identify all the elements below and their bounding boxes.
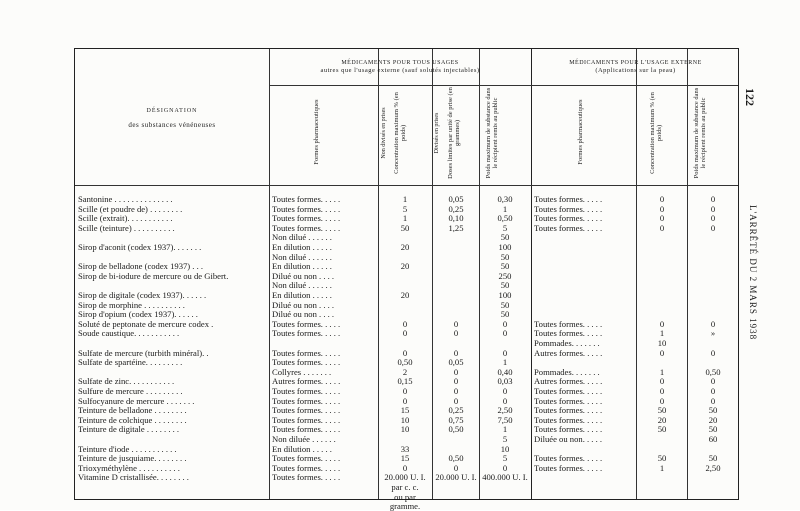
cell-poids: 5 [502,223,508,233]
cell-forme: Toutes formes. . . . . [272,195,341,204]
cell-poids2: 0,50 [705,367,721,377]
cell-poids: 0 [502,396,508,406]
cell-conc: 15 [400,454,410,464]
cell-name: Teinture de belladone . . . . . . . . [78,406,187,416]
cell-poids: 50 [500,300,510,310]
cell-poids: 0,40 [497,367,513,377]
cell-name: Scille (extrait). . . . . . . . . . . [78,214,173,224]
cell-forme2: Toutes formes. . . . . [534,223,603,233]
cell-poids2: 50 [708,454,718,464]
cell-poids2: 50 [708,425,718,435]
cell-name: Soude caustique. . . . . . . . . . . [78,329,180,339]
cell-conc: 0,15 [397,377,413,387]
cell-name: Sulfate de zinc. . . . . . . . . . . [78,377,175,387]
cell-poids2: 2,50 [705,463,721,473]
cell-poids: 0 [502,319,508,329]
cell-forme2: Toutes formes. . . . . [534,415,603,425]
col-header-poids2: Poids maximum de substance dans le récipient remis au public [693,87,707,179]
cell-conc2: 0 [659,319,665,329]
cell-name: Sirop d'opium (codex 1937). . . . . . [78,310,198,320]
cell-conc: gramme. [389,502,421,511]
cell-forme2: Toutes formes. . . . . [534,463,603,473]
cell-dose: 0 [453,377,459,387]
cell-forme2: Toutes formes. . . . . [534,204,603,214]
cell-forme: Collyres . . . . . . . [272,367,332,377]
cell-forme2: Toutes formes. . . . . [534,329,603,339]
cell-conc: 0 [402,396,408,406]
cell-poids: 50 [500,310,510,320]
cell-conc: 0 [402,329,408,339]
cell-forme2: Autres formes. . . . . [534,348,603,358]
col-header-doses: Doses limites par unité de prise (en grammes) [447,87,461,179]
cell-dose: 0,05 [448,195,464,204]
cell-name: Teinture de jusquiame. . . . . . . . [78,454,187,464]
cell-dose: 0,75 [448,415,464,425]
cell-dose: 0,25 [448,406,464,416]
cell-dose: 0 [453,319,459,329]
cell-forme2: Toutes formes. . . . . [534,387,603,396]
cell-forme2: Toutes formes. . . . . [534,454,603,464]
cell-poids: 0 [502,463,508,473]
cell-forme: Toutes formes. . . . . [272,454,341,464]
cell-poids: 0,03 [497,377,513,387]
cell-poids: 0 [502,387,508,396]
cell-conc2: 0 [659,377,665,387]
cell-conc: 20.000 U. I. [384,473,426,483]
cell-name: Sirop de belladone (codex 1937) . . . [78,262,204,272]
group1-header: MÉDICAMENTS POUR TOUS USAGES autres que l'usage externe (sauf solutés injectables) [320,60,480,74]
cell-dose: 0 [453,387,459,396]
cell-conc2: 0 [659,195,665,204]
cell-name: Sulfure de mercure . . . . . . . . . [78,387,183,396]
cell-forme: Dilué ou non . . . . [272,271,335,281]
cell-conc: 1 [402,214,408,224]
cell-forme: Dilué ou non . . . . [272,300,335,310]
cell-forme2: Toutes formes. . . . . [534,319,603,329]
cell-conc: 10 [400,425,410,435]
cell-dose: 0 [453,329,459,339]
cell-conc2: 0 [659,348,665,358]
cell-poids: 0,30 [497,195,513,204]
cell-name: Sirop de digitale (codex 1937). . . . . . [78,291,207,300]
cell-poids: 0 [502,329,508,339]
cell-conc: 0 [402,348,408,358]
cell-conc: 15 [400,406,410,416]
col-header-divises: Divisés en prises [434,112,440,154]
cell-forme: Non dilué . . . . . . [272,252,332,262]
col-header-formes: Formes pharmaceutiques [313,99,320,165]
cell-poids2: 0 [710,195,716,204]
cell-poids: 100 [498,243,512,252]
cell-poids2: 0 [710,204,716,214]
cell-conc2: 10 [657,339,667,348]
cell-forme: Toutes formes. . . . . [272,425,341,435]
cell-conc2: 50 [657,425,667,435]
cell-conc: 50 [400,223,410,233]
col-header-poids: Poids maximum de substance dans le récipient remis au public [485,87,499,179]
cell-name: Sirop de bi-iodure de mercure ou de Gibert. [78,271,229,281]
cell-conc: 0 [402,319,408,329]
cell-conc: 20 [400,291,410,300]
cell-forme: Toutes formes. . . . . [272,223,341,233]
cell-poids: 1 [502,425,508,435]
cell-poids2: » [710,329,716,339]
cell-name: Sulfate de mercure (turbith minéral). . [78,348,209,358]
cell-forme: Toutes formes. . . . . [272,415,341,425]
cell-forme2: Toutes formes. . . . . [534,406,603,416]
designation-header: DÉSIGNATION des substances vénéneuses [128,108,216,129]
running-head: L'ARRÊTÉ DU 2 MARS 1938 [748,205,758,341]
cell-conc2: 0 [659,204,665,214]
cell-forme: En dilution . . . . . [272,291,332,300]
cell-dose: 0,25 [448,204,464,214]
cell-poids: 50 [500,252,510,262]
col-header-formes2: Formes pharmaceutiques [577,99,584,165]
cell-conc: ou par [394,492,416,502]
cell-poids2: 0 [710,214,716,224]
cell-forme: Dilué ou non . . . . [272,310,335,320]
cell-conc2: 50 [657,406,667,416]
cell-forme: Toutes formes. . . . . [272,319,341,329]
cell-conc: 5 [402,204,408,214]
cell-conc: par c. c. [391,483,419,492]
cell-conc2: 1 [659,329,665,339]
cell-conc: 20 [400,243,410,252]
cell-forme: Non dilué . . . . . . [272,281,332,291]
col-header-non-divises: Non divisés en prises [381,107,387,159]
cell-poids2: 0 [710,319,716,329]
cell-name: Vitamine D cristallisée. . . . . . . . [78,473,189,483]
cell-dose: 0 [453,348,459,358]
cell-poids2: 0 [710,377,716,387]
cell-dose: 0 [453,463,459,473]
cell-poids: 0 [502,348,508,358]
group2-header: MÉDICAMENTS POUR L'USAGE EXTERNE (Applications sur la peau) [569,60,702,74]
cell-forme: Toutes formes. . . . . [272,463,341,473]
cell-forme: Toutes formes. . . . . [272,329,341,339]
cell-poids: 50 [500,281,510,291]
cell-forme: Toutes formes. . . . . [272,348,341,358]
col-header-concentration2: Concentration maximum % (en poids) [649,92,663,174]
cell-dose: 1,25 [448,223,464,233]
col-divider [269,49,270,499]
cell-forme: En dilution . . . . . [272,444,332,454]
cell-conc: 20 [400,262,410,272]
cell-poids2: 50 [708,406,718,416]
cell-poids2: 20 [708,415,718,425]
cell-forme: En dilution . . . . . [272,243,332,252]
cell-poids2: 0 [710,396,716,406]
cell-dose: 0,50 [448,425,464,435]
cell-dose: 0,50 [448,454,464,464]
cell-name: Sulfocyanure de mercure . . . . . . . [78,396,195,406]
cell-poids: 10 [500,444,510,454]
cell-conc2: 20 [657,415,667,425]
cell-poids: 5 [502,454,508,464]
cell-poids2: 0 [710,387,716,396]
col-header-concentration: Concentration maximum % (en poids) [393,92,407,174]
cell-forme2: Pommades. . . . . . . [534,339,600,348]
cell-dose: 0,05 [448,358,464,368]
cell-poids: 5 [502,435,508,444]
cell-poids2: 0 [710,348,716,358]
cell-forme2: Pommades. . . . . . . [534,367,600,377]
cell-forme2: Toutes formes. . . . . [534,195,603,204]
cell-conc2: 0 [659,396,665,406]
cell-forme: Toutes formes. . . . . [272,358,341,368]
cell-forme2: Autres formes. . . . . [534,377,603,387]
cell-forme: Toutes formes. . . . . [272,473,341,483]
cell-conc: 10 [400,415,410,425]
cell-poids: 250 [498,271,512,281]
cell-poids: 100 [498,291,512,300]
cell-conc: 0 [402,387,408,396]
table-frame [74,48,739,511]
cell-poids: 1 [502,358,508,368]
cell-poids: 2,50 [497,406,513,416]
cell-name: Sirop d'aconit (codex 1937). . . . . . . [78,243,202,252]
cell-conc: 0,50 [397,358,413,368]
col-divider [531,49,532,499]
cell-poids: 0,50 [497,214,513,224]
cell-conc2: 1 [659,463,665,473]
cell-poids: 1 [502,204,508,214]
cell-forme2: Diluée ou non. . . . . [534,435,603,444]
cell-name: Santonine . . . . . . . . . . . . . . [78,195,173,204]
cell-name: Sulfate de spartéine. . . . . . . . . [78,358,183,368]
cell-forme: Toutes formes. . . . . [272,214,341,224]
cell-forme2: Toutes formes. . . . . [534,214,603,224]
cell-name: Sirop de morphine . . . . . . . . . . [78,300,185,310]
cell-name: Teinture de digitale . . . . . . . . [78,425,180,435]
cell-conc2: 1 [659,367,665,377]
cell-dose: 0 [453,367,459,377]
cell-dose: 0 [453,396,459,406]
cell-forme2: Toutes formes. . . . . [534,396,603,406]
cell-dose: 20.000 U. I. [435,473,477,483]
cell-poids: 50 [500,233,510,243]
cell-name: Scille (et poudre de) . . . . . . . . [78,204,183,214]
cell-forme: Toutes formes. . . . . [272,387,341,396]
cell-forme: Toutes formes. . . . . [272,204,341,214]
cell-conc: 2 [402,367,408,377]
cell-forme: Autres formes. . . . . [272,377,341,387]
cell-name: Teinture d'iode . . . . . . . . . . . [78,444,177,454]
cell-conc: 0 [402,463,408,473]
cell-conc2: 0 [659,223,665,233]
cell-conc2: 0 [659,387,665,396]
cell-conc: 33 [400,444,410,454]
cell-conc: 1 [402,195,408,204]
group-header-rule [269,85,738,86]
cell-conc2: 0 [659,214,665,224]
cell-forme: Toutes formes. . . . . [272,406,341,416]
cell-poids2: 60 [708,435,718,444]
cell-poids: 7,50 [497,415,513,425]
cell-forme2: Toutes formes. . . . . [534,425,603,435]
cell-name: Scille (teinture) . . . . . . . . . . [78,223,175,233]
cell-forme: Non diluée . . . . . . [272,435,336,444]
cell-poids: 50 [500,262,510,272]
cell-forme: Non dilué . . . . . . [272,233,332,243]
cell-poids: 400.000 U. I. [482,473,528,483]
page-number: 122 [743,88,757,106]
cell-poids2: 0 [710,223,716,233]
cell-name: Trioxyméthylène . . . . . . . . . . [78,463,180,473]
cell-forme: Toutes formes. . . . . [272,396,341,406]
cell-name: Soluté de peptonate de mercure codex . [78,319,214,329]
cell-dose: 0,10 [448,214,464,224]
cell-conc2: 50 [657,454,667,464]
header-rule [75,185,738,186]
cell-forme: En dilution . . . . . [272,262,332,272]
cell-name: Teinture de colchique . . . . . . . . [78,415,187,425]
